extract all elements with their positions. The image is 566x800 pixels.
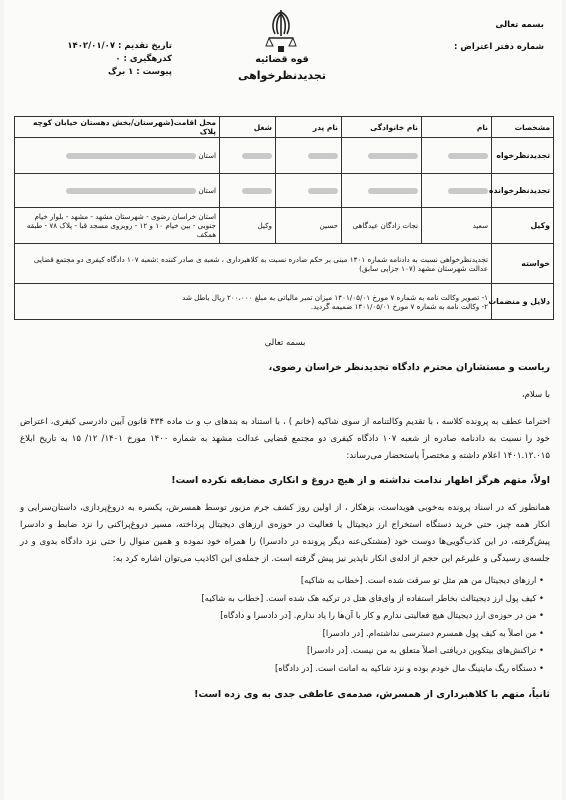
letter-intro: احتراما عطف به پرونده کلاسه ، با تقدیم وکالتنامه از سوی شاکیه (خانم ) ، با استناد به بندهای ب و ت ماده ۴۳۴ قانون آیین دادرسی کیفری، اعتراض خود را نسبت به دادنامه صادره از شعبه ۱۰۷ دادگاه کیفری دو مجتمع قضایی عدالت مشهد به شماره ۱۴۰۰ مورخ ۱۴۰۱/ ۱۲/ ۱۵ به تاریخ ابلاغ ۱۴۰۱.۱۲.۰۱۵ اعلام داشته و مختصراً باستحضار می‌رساند: bbox=[20, 417, 550, 461]
list-item: • ارزهای دیجیتال من هم مثل تو سرقت شده است. [خطاب به شاکیه] bbox=[20, 572, 544, 590]
row-label-request: خواسته bbox=[492, 244, 554, 284]
lawyer-address: استان خراسان رضوی - شهرستان مشهد - مشهد - بلوار خیام جنوبی - بین خیام ۱۰ و ۱۲ - روبروی مسجد قبا - پلاک ۷۸ - طبقه همکف bbox=[15, 208, 220, 244]
row-label-reasons: دلایل و منضمات bbox=[492, 284, 554, 320]
reasons-cell bbox=[15, 284, 492, 320]
redacted-cell bbox=[276, 138, 342, 174]
redacted-cell bbox=[220, 138, 276, 174]
redacted-cell bbox=[422, 174, 492, 208]
header-right bbox=[454, 18, 544, 54]
column-header: نام bbox=[422, 117, 492, 138]
row-label-appellant: تجدیدنظرخواه bbox=[492, 138, 554, 174]
letter-title: بسمه تعالی bbox=[264, 338, 306, 348]
document-page bbox=[4, 0, 562, 800]
redacted-cell bbox=[220, 174, 276, 208]
list-item: • من در حوزه‌ی ارز دیجیتال هیچ فعالیتی ندارم و کار با آن‌ها را یاد ندارم. [در دادسرا و دادگاه] bbox=[20, 607, 544, 625]
redacted-cell bbox=[422, 138, 492, 174]
table-row bbox=[15, 174, 554, 208]
header-center bbox=[204, 54, 360, 82]
lawyer-father: حسین bbox=[276, 208, 342, 244]
judiciary-title: قوه قضائیه bbox=[255, 54, 309, 65]
address-cell bbox=[15, 138, 220, 174]
table-row bbox=[15, 284, 554, 320]
list-item: • من اصلاً به کیف پول همسرم دسترسی نداشته‌ام. [در دادسرا] bbox=[20, 625, 544, 643]
column-header: نام پدر bbox=[276, 117, 342, 138]
redacted-cell bbox=[342, 174, 422, 208]
table-row bbox=[15, 208, 554, 244]
submission-date: تاریخ تقدیم : ۱۴۰۲/۰۱/۰۷ bbox=[67, 41, 172, 51]
redacted-cell bbox=[276, 174, 342, 208]
lawyer-family: نجات زادگان عیدگاهی bbox=[342, 208, 422, 244]
header-left bbox=[32, 40, 172, 79]
lawyer-job: وکیل bbox=[220, 208, 276, 244]
redacted-cell bbox=[342, 138, 422, 174]
address-text: استان bbox=[198, 186, 216, 195]
tracking-code: کدرهگیری : ۰ bbox=[115, 54, 172, 64]
parties-table bbox=[14, 116, 554, 320]
list-item: • دستگاه ریگ ماینینگ مال خودم بوده و نزد شاکیه به امانت است. [در دادگاه] bbox=[20, 660, 544, 678]
row-label-appellee: تجدیدنظرخوانده bbox=[492, 174, 554, 208]
letter-body bbox=[20, 338, 550, 700]
lawyer-name: سعید bbox=[422, 208, 492, 244]
column-header: محل اقامت(شهرستان/بخش دهستان خیابان کوچه پلاک bbox=[15, 117, 220, 138]
bismillah-text: بسمه تعالی bbox=[495, 20, 544, 30]
column-header: مشخصات bbox=[492, 117, 554, 138]
attachment-count: پیوست : ۱ برگ bbox=[107, 67, 172, 77]
table-header-row bbox=[15, 117, 554, 138]
iran-emblem-icon bbox=[263, 6, 299, 54]
row-label-lawyer: وکیل bbox=[492, 208, 554, 244]
section-heading-2: ثانیاً، متهم با کلاهبرداری از همسرش، صدمه‌ی عاطفی جدی به وی زده است! bbox=[194, 689, 550, 700]
table-row bbox=[15, 244, 554, 284]
request-text: تجدیدنظرخواهی نسبت به دادنامه شماره ۱۴۰۱ مبنی بر حکم صادره نسبت به کلاهبرداری ، شعبه ی صادر کننده :شعبه ۱۰۷ دادگاه کیفری دو مجتمع قضایی عدالت شهرستان مشهد (۱۰۷ جزایی سابق) bbox=[15, 244, 492, 284]
claims-list bbox=[20, 572, 550, 677]
table-row bbox=[15, 138, 554, 174]
letter-greeting: با سلام، bbox=[521, 390, 550, 400]
section-heading-1: اولاً، متهم هرگز اظهار ندامت نداشته و از هیچ دروغ و انکاری مضایقه نکرده است! bbox=[171, 475, 550, 486]
reason-item: ۱- تصویر وکالت نامه به شماره ۷ مورخ ۱۴۰۱/۰۵/۰۱ میزان تمبر مالیاتی به مبلغ ۲۰۰،۰۰۰ ریال باطل شد bbox=[182, 292, 488, 302]
column-header: نام خانوادگی bbox=[342, 117, 422, 138]
reason-item: ۲- وکالت نامه به شماره ۷ مورخ ۱۴۰۱/۰۵/۰۱ ضمیمه گردید. bbox=[310, 301, 488, 311]
letter-addressee: ریاست و مستشاران محترم دادگاه تجدیدنظر خراسان رضوی، bbox=[268, 362, 550, 373]
address-cell bbox=[15, 174, 220, 208]
column-header: شغل bbox=[220, 117, 276, 138]
form-title: تجدیدنظرخواهی bbox=[238, 69, 326, 82]
office-number-label: شماره دفتر اعتراض : bbox=[454, 42, 544, 52]
list-item: • تراکنش‌های بیتکوین دریافتی اصلاً متعلق به من نیست. [در دادسرا] bbox=[20, 642, 544, 660]
section-paragraph-1: همانطور که در اسناد پرونده به‌خوبی هویداست، بزهکار ، از اولین روز کشف جرم مزبور توسط همسرش، یکسره به دروغ‌پردازی، داستان‌سرایی و انکار همه چیز، حتی خرید دستگاه استخراج ارز دیجیتال یا فعالیت در حوزه‌ی ارزهای دیجیتال پرداخته، مسیر دروغ‌پراکنی را نزد ضابط و دادسرا پیش‌گرفته، در این کذب‌گویی‌ها دوست خود (مشتکی‌عنه دیگر پرونده در دادسرا) را همراه خود نموده و همین منوال را حتی نزد دادگاه بدوی و در جلسه‌ی رسیدگی و علیرغم این حجم از ادله‌ی انکار ناپذیر نیز پیش گرفته است. از جمله‌ی این اکاذیب می‌توان اشاره کرد به: bbox=[20, 503, 550, 564]
list-item: • کیف پول ارز دیجیتالت بخاطر استفاده از وای‌فای هتل در ترکیه هک شده است. [خطاب به شاکیه] bbox=[20, 590, 544, 608]
address-text: استان bbox=[198, 151, 216, 160]
